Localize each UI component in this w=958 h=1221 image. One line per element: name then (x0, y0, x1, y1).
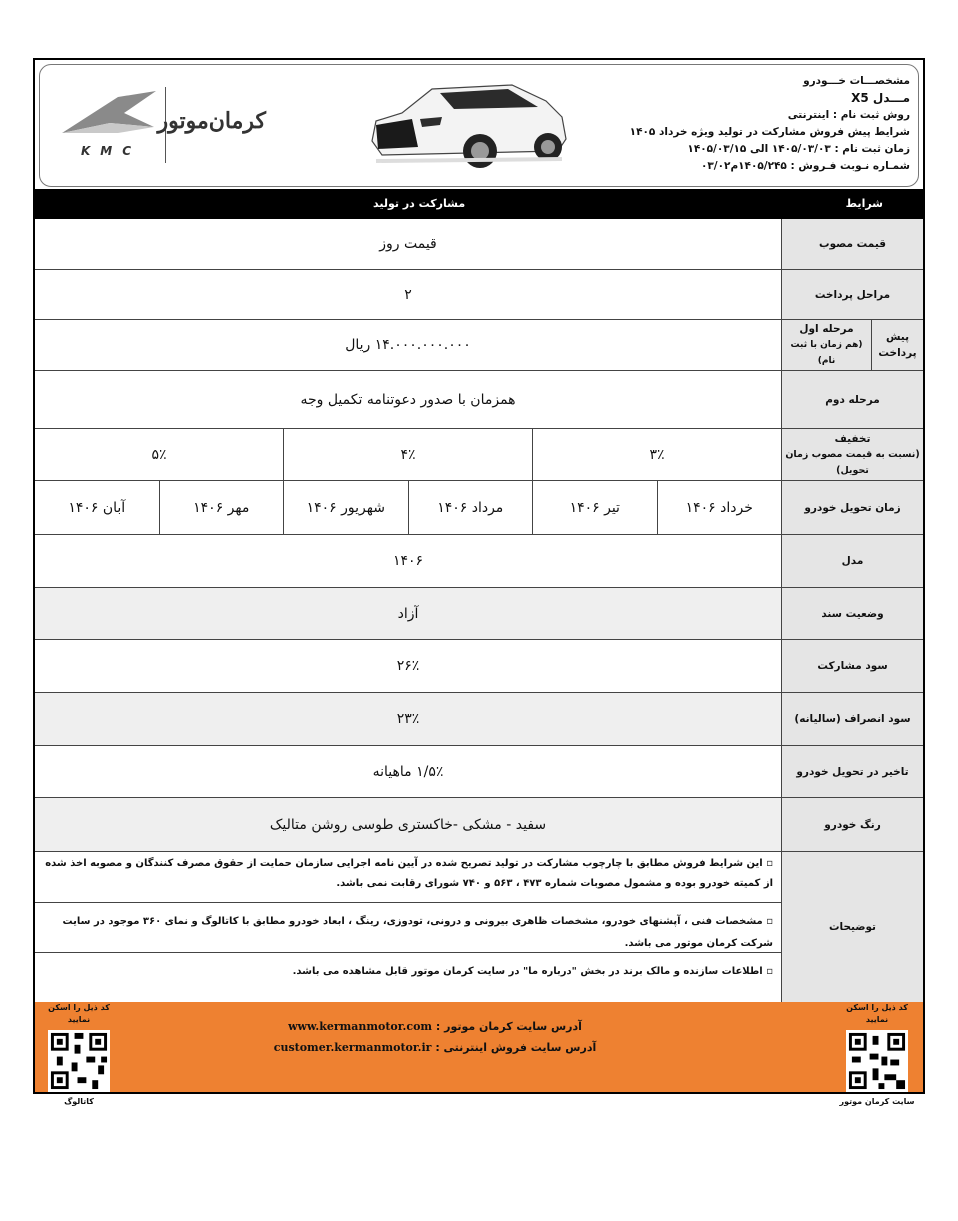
note-text: این شرایط فروش مطابق با چارچوب مشارکت در تولید تصریح شده در آیین نامه اجرایی سازمان حمایت از حقوق مصرف کنندگان و مصوبه اخذ شده از کمیته خودرو بوده و مشمول مصوبات شماره ۴۷۳ ، ۵۶۳ و ۷۴۰ شورای رقابت نمی باشد. (45, 858, 773, 889)
sheet-header (39, 64, 919, 187)
row-delay (35, 746, 923, 798)
row-value: ۲۶٪ (396, 658, 420, 674)
note-item (35, 903, 781, 953)
delivery-cell: مرداد ۱۴۰۶ (408, 481, 533, 534)
site-label: آدرس سایت کرمان موتور : (435, 1020, 582, 1033)
spec-sale-round: شمـاره نـوبت فـروش : ۱۴۰۵/۲۴۵م۰۳/۰۲ (700, 160, 910, 172)
spec-conditions: شرایط پیش فروش مشارکت در تولید ویژه خرداد ۱۴۰۵ (629, 126, 910, 138)
note-text: اطلاعات سازنده و مالک برند در بخش "درباره ما" در سایت کرمان موتور قابل مشاهده می باشد. (292, 966, 763, 977)
qr-code-icon[interactable] (48, 1030, 110, 1092)
spec-reg-method: روش ثبت نام : اینترنتی (787, 109, 910, 121)
qr-catalog-caption: کاتالوگ (64, 1097, 94, 1106)
spec-reg-time: زمان ثبت نام : ۱۴۰۵/۰۳/۰۳ الی ۱۴۰۵/۰۳/۱۵ (687, 143, 910, 155)
row-label: رنگ خودرو (781, 798, 923, 851)
discount-sub: (نسبت به قیمت مصوب زمان تحویل) (785, 448, 920, 476)
row-label: مراحل پرداخت (781, 270, 923, 319)
row-label: زمان تحویل خودرو (781, 481, 923, 534)
qr-caption: کد ذیل را اسکن نمایید (48, 1003, 110, 1024)
table-header (35, 189, 923, 219)
discount-label: تخفیف (834, 432, 871, 445)
qr-caption: کد ذیل را اسکن نمایید (846, 1003, 908, 1024)
note-item (35, 953, 781, 1002)
row-label: سود مشارکت (781, 640, 923, 692)
shop-address (235, 1037, 635, 1058)
brand-wordmark: کرمان‌موتور (157, 108, 266, 134)
car-image (362, 77, 572, 177)
delivery-cell: تیر ۱۴۰۶ (532, 481, 657, 534)
row-cancel (35, 693, 923, 746)
row-label: مدل (781, 535, 923, 587)
discount-cell: ۳٪ (532, 429, 781, 480)
delivery-cell: مهر ۱۴۰۶ (159, 481, 284, 534)
row-approved-price (35, 219, 923, 270)
row-value: ۱۴۰۶ (392, 553, 424, 569)
row-model (35, 535, 923, 588)
row-value: ۲۳٪ (35, 693, 781, 745)
row-value: قیمت روز (379, 236, 437, 252)
spec-model-value: X5 (851, 91, 869, 105)
site-address (235, 1016, 635, 1037)
row-value: همزمان با صدور دعوتنامه تکمیل وجه (300, 391, 516, 408)
spec-model (550, 90, 910, 107)
shop-url-link[interactable]: customer.kermanmotor.ir (273, 1041, 432, 1054)
table-head-type: مشارکت در تولید (373, 197, 466, 210)
row-label: قیمت مصوب (781, 219, 923, 269)
note-item (35, 852, 781, 903)
bullet-icon: ▫ (762, 916, 773, 927)
notes-list (35, 852, 781, 1002)
spec-block (550, 73, 910, 175)
row-payment-stages (35, 270, 923, 320)
row-label: وضعیت سند (781, 588, 923, 639)
qr-catalog-box (39, 1002, 119, 1106)
discount-cell: ۵٪ (151, 446, 167, 463)
delivery-cell: خرداد ۱۴۰۶ (657, 481, 782, 534)
qr-code-icon[interactable] (846, 1030, 908, 1092)
row-value: ۲ (404, 286, 412, 303)
row-label: سود انصراف (سالیانه) (781, 693, 923, 745)
row-label: مرحله دوم (781, 371, 923, 428)
row-label: توضیحات (781, 852, 923, 1002)
delivery-cell: آبان ۱۴۰۶ (68, 499, 126, 516)
row-value: ۱۴.۰۰۰.۰۰۰.۰۰۰ ریال (345, 337, 471, 353)
shop-label: آدرس سایت فروش اینترنتی : (435, 1041, 597, 1054)
kmc-logo-text: KMC (80, 144, 142, 158)
row-profit (35, 640, 923, 693)
table-head-conditions: شرایط (845, 197, 883, 210)
row-value: سفید - مشکی -خاکستری طوسی روشن متالیک (35, 798, 781, 851)
row-notes (35, 852, 923, 1002)
sheet-footer (35, 1002, 923, 1106)
site-url-link[interactable]: www.kermanmotor.com (288, 1020, 433, 1033)
price-sheet (33, 58, 925, 1106)
row-delivery (35, 481, 923, 535)
bullet-icon: ▫ (762, 966, 773, 977)
row-label: تاخیر در تحویل خودرو (781, 746, 923, 797)
stage1-label: مرحله اول (799, 323, 854, 335)
kmc-logo (58, 87, 164, 163)
note-text: مشخصات فنی ، آپشنهای خودرو، مشخصات ظاهری بیرونی و درونی، تودوزی، رینگ ، ابعاد خودرو مطابق با کاتالوگ و نمای ۳۶۰ موجود در سایت شرکت کرمان موتور می باشد. (62, 916, 773, 949)
prepayment-label: پیش پرداخت (871, 320, 923, 370)
row-value: آزاد (35, 588, 781, 639)
qr-site-caption: سایت کرمان موتور (839, 1097, 915, 1106)
stage1-label-cell (781, 320, 871, 370)
row-color (35, 798, 923, 852)
row-value: ۱/۵٪ ماهیانه (372, 763, 444, 780)
footer-addresses (235, 1016, 635, 1058)
row-document (35, 588, 923, 640)
spec-title: مشخصـــات خـــودرو (803, 75, 910, 87)
discount-label-cell (781, 429, 923, 480)
discount-cells (35, 429, 781, 480)
row-discount (35, 429, 923, 481)
spec-model-label: مـــدل (872, 91, 910, 105)
bullet-icon: ▫ (762, 858, 773, 869)
stage1-sub: (هم زمان با ثبت نام) (790, 340, 863, 366)
delivery-cell: شهریور ۱۴۰۶ (283, 481, 408, 534)
row-prepayment (35, 320, 923, 371)
qr-site-box (837, 1002, 917, 1106)
delivery-cells (35, 481, 781, 534)
row-stage2 (35, 371, 923, 429)
discount-cell: ۴٪ (283, 429, 532, 480)
